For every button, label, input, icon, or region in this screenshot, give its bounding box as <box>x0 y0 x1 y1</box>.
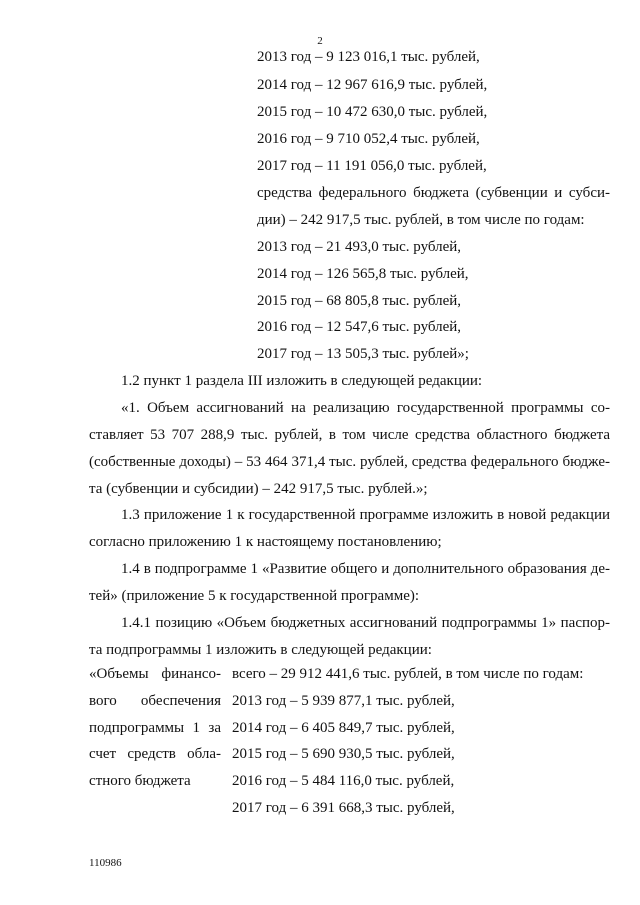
federal-budget-line: дии) – 242 917,5 тыс. рублей, в том числе по годам: <box>257 212 585 228</box>
funding-table-value: 2013 год – 5 939 877,1 тыс. рублей, <box>232 693 455 709</box>
federal-budget-line: средства федерального бюджета (субвенции и субси- <box>257 185 610 201</box>
funding-table-value: 2014 год – 6 405 849,7 тыс. рублей, <box>232 720 455 736</box>
funding-table-label: стного бюджета <box>89 773 191 789</box>
intro-year-line: 2016 год – 9 710 052,4 тыс. рублей, <box>257 131 480 147</box>
federal-year-line: 2017 год – 13 505,3 тыс. рублей»; <box>257 346 469 362</box>
paragraph-1-4-1-line: 1.4.1 позицию «Объем бюджетных ассигнований подпрограммы 1» паспор- <box>121 615 610 631</box>
page-number: 2 <box>317 35 323 47</box>
federal-year-line: 2013 год – 21 493,0 тыс. рублей, <box>257 239 462 255</box>
funding-table-label: вого обеспечения <box>89 693 221 709</box>
intro-year-line: 2017 год – 11 191 056,0 тыс. рублей, <box>257 158 487 174</box>
funding-table-label: подпрограммы 1 за <box>89 720 221 736</box>
funding-table-value: 2015 год – 5 690 930,5 тыс. рублей, <box>232 746 455 762</box>
paragraph-1-4-line: 1.4 в подпрограмме 1 «Развитие общего и дополнительного образования де- <box>121 561 610 577</box>
funding-table-value: 2017 год – 6 391 668,3 тыс. рублей, <box>232 800 455 816</box>
funding-table-label: «Объемы финансо- <box>89 666 221 682</box>
paragraph-1-4-1-line: та подпрограммы 1 изложить в следующей редакции: <box>89 642 432 658</box>
funding-table-value: всего – 29 912 441,6 тыс. рублей, в том числе по годам: <box>232 666 584 682</box>
intro-year-line: 2013 год – 9 123 016,1 тыс. рублей, <box>257 49 480 65</box>
paragraph-1-3-line: согласно приложению 1 к настоящему постановлению; <box>89 534 442 550</box>
quote-line: «1. Объем ассигнований на реализацию государственной программы со- <box>121 400 610 416</box>
document-code: 110986 <box>89 857 122 869</box>
funding-table-value: 2016 год – 5 484 116,0 тыс. рублей, <box>232 773 455 789</box>
funding-table-label: счет средств обла- <box>89 746 221 762</box>
paragraph-1-4-line: тей» (приложение 5 к государственной программе): <box>89 588 420 604</box>
federal-year-line: 2015 год – 68 805,8 тыс. рублей, <box>257 293 462 309</box>
quote-line: та (субвенции и субсидии) – 242 917,5 тыс. рублей.»; <box>89 481 428 497</box>
quote-line: ставляет 53 707 288,9 тыс. рублей, в том числе средства областного бюджета <box>89 427 610 443</box>
intro-year-line: 2014 год – 12 967 616,9 тыс. рублей, <box>257 77 488 93</box>
federal-year-line: 2016 год – 12 547,6 тыс. рублей, <box>257 319 462 335</box>
federal-year-line: 2014 год – 126 565,8 тыс. рублей, <box>257 266 469 282</box>
paragraph-1-2: 1.2 пункт 1 раздела III изложить в следующей редакции: <box>121 373 483 389</box>
intro-year-line: 2015 год – 10 472 630,0 тыс. рублей, <box>257 104 488 120</box>
paragraph-1-3-line: 1.3 приложение 1 к государственной программе изложить в новой редакции <box>121 507 610 523</box>
quote-line: (собственные доходы) – 53 464 371,4 тыс. рублей, средства федерального бюдже- <box>89 454 610 470</box>
